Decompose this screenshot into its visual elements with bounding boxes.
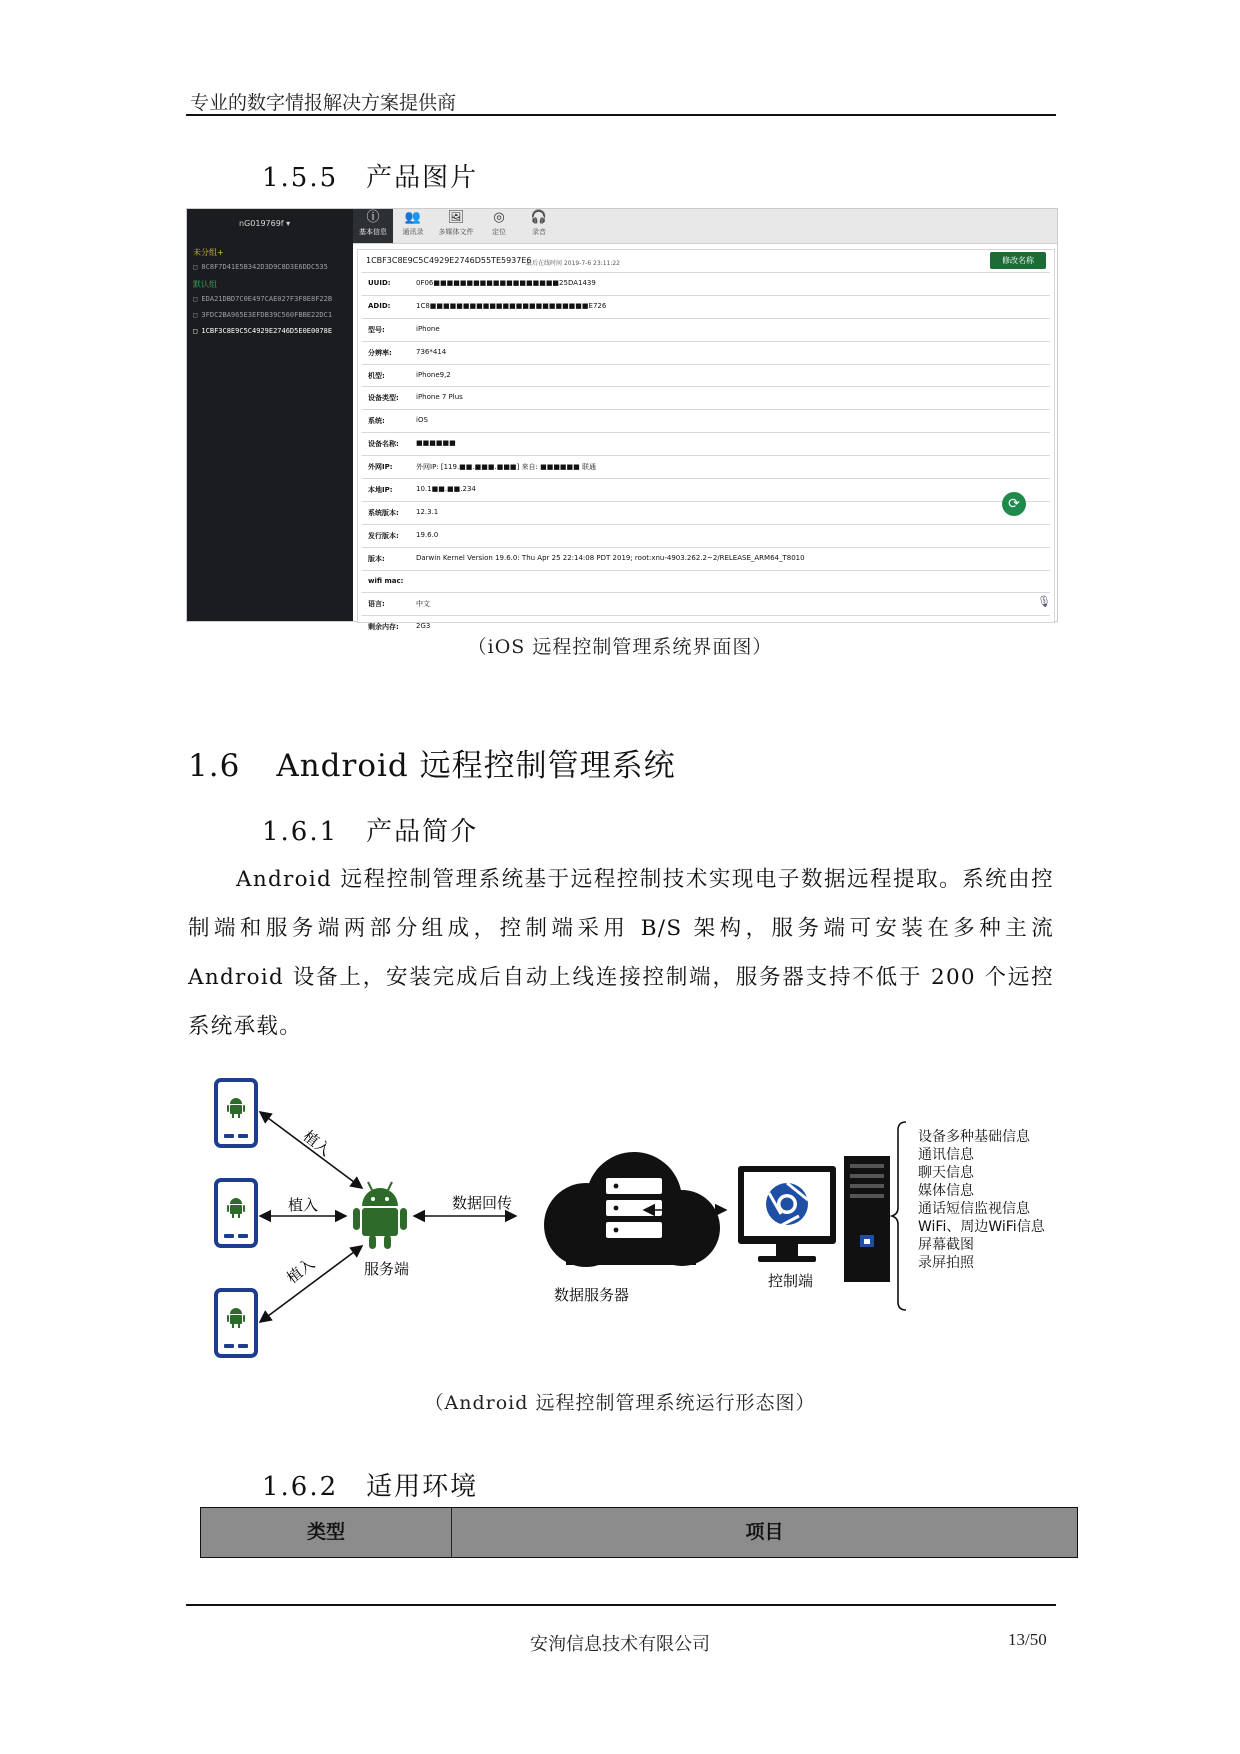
last-online-time: 最后在线时间 2019-7-6 23:11:22	[526, 260, 620, 267]
headphones-icon: 🎧	[530, 210, 548, 225]
data-return-label: 数据回传	[452, 1194, 513, 1212]
monitor-icon	[738, 1166, 836, 1262]
info-key: 型号:	[368, 325, 385, 334]
caption-ios: （iOS 远程控制管理系统界面图）	[467, 636, 773, 658]
group-default[interactable]: 默认组	[193, 280, 217, 289]
info-row	[362, 524, 1050, 547]
tab-basic-info[interactable]	[353, 209, 393, 243]
column-header-type: 类型	[201, 1508, 452, 1557]
data-server-label: 数据服务器	[554, 1286, 630, 1304]
info-row	[362, 501, 1050, 524]
caption-android: （Android 远程控制管理系统运行形态图）	[424, 1392, 816, 1414]
info-item: WiFi、周边WiFi信息	[918, 1219, 1045, 1235]
info-row	[362, 592, 1050, 615]
ios-control-screenshot	[186, 208, 1058, 632]
device-serial: 1CBF3C8E9C5C4929E2746D55TE5937E6	[366, 256, 532, 265]
info-key: 发行版本:	[368, 531, 399, 540]
section-heading-1-5-5	[262, 157, 478, 194]
footer-rule	[186, 1604, 1056, 1606]
info-item: 媒体信息	[918, 1183, 974, 1199]
info-icon: ⓘ	[366, 210, 380, 225]
column-header-item: 项目	[745, 1521, 784, 1543]
info-row	[362, 432, 1050, 455]
chrome-icon	[766, 1183, 808, 1225]
collected-info-list	[918, 1128, 1045, 1272]
device-info-panel	[357, 249, 1055, 632]
info-key: 设备类型:	[368, 394, 399, 403]
info-value: 19.6.0	[416, 530, 439, 539]
section-number: 1.6.2	[262, 1472, 339, 1502]
info-item: 聊天信息	[918, 1165, 974, 1181]
info-row	[362, 341, 1050, 364]
rename-button[interactable]: 修改名称	[990, 252, 1046, 269]
device-list-item-selected[interactable]: □ 1CBF3C8E9C5C4929E2746D5E0E0078E	[193, 327, 333, 335]
refresh-icon[interactable]: ⟳	[1002, 492, 1026, 516]
info-row	[362, 570, 1050, 593]
info-value: 12.3.1	[416, 507, 439, 516]
info-value: Darwin Kernel Version 19.6.0: Thu Apr 25 22:14:08 PDT 2019; root:xnu-4903.262.2~2/RELEASE_ARM64_T8010	[416, 553, 805, 562]
info-item: 设备多种基础信息	[918, 1129, 1030, 1145]
tab-label: 录音	[532, 228, 546, 236]
info-value: 中文	[416, 600, 430, 609]
tab-label: 通讯录	[402, 228, 424, 236]
info-item: 通讯信息	[918, 1147, 974, 1163]
page-number: 13/50	[1008, 1630, 1047, 1649]
info-value: 1C8■■■■■■■■■■■■■■■■■■■■■■■■E726	[416, 301, 607, 310]
intro-paragraph: Android 远程控制管理系统基于远程控制技术实现电子数据远程提取。系统由控制端和服务端两部分组成，控制端采用 B/S 架构，服务端可安装在多种主流 Android 设备上，安装完成后自动上线连接控制端，服务器支持不低于 200 个远控系统承载。	[188, 867, 1054, 1039]
info-key: 外网IP:	[368, 463, 393, 472]
info-value: iPhone9,2	[416, 370, 451, 379]
device-list-item[interactable]: □ 3FDC2BA965E3EFDB39C560FBBE22DC1	[193, 311, 333, 319]
image-icon: 🖼	[447, 210, 465, 225]
environment-table-header	[200, 1507, 1078, 1558]
function-tabs	[353, 209, 1057, 244]
info-value: 10.1■■.■■.234	[416, 485, 476, 494]
footer-company: 安洵信息技术有限公司	[530, 1634, 710, 1655]
info-row	[362, 272, 1050, 295]
implant-label: 植入	[288, 1196, 319, 1214]
header-rule	[186, 114, 1056, 116]
section-number: 1.5.5	[262, 163, 339, 193]
phone-icon	[216, 1080, 256, 1146]
pc-tower-icon	[844, 1156, 890, 1282]
info-row	[362, 547, 1050, 570]
android-robot-icon	[353, 1182, 407, 1249]
info-row	[362, 478, 1050, 501]
tab-label: 多媒体文件	[438, 228, 474, 236]
info-key: 分辨率:	[368, 348, 392, 357]
device-sidebar	[187, 209, 353, 621]
contacts-icon: 👥	[404, 210, 422, 225]
section-number: 1.6.1	[262, 817, 339, 847]
section-number: 1.6	[188, 748, 241, 784]
info-value: 2G3	[416, 622, 431, 631]
info-value: 0F06■■■■■■■■■■■■■■■■■■■25DA1439	[416, 279, 596, 287]
tab-label: 定位	[492, 228, 506, 236]
info-row	[362, 318, 1050, 341]
info-key: wifi mac:	[368, 576, 404, 585]
tab-contacts[interactable]	[393, 209, 433, 243]
server-end-label: 服务端	[364, 1260, 410, 1278]
section-title: 产品简介	[366, 817, 479, 847]
info-row	[362, 409, 1050, 432]
info-key: 机型:	[368, 371, 385, 380]
device-list-item[interactable]: □ 8C8F7D41E5B342D3D9C8D3E6DDC535	[193, 263, 328, 271]
info-row	[362, 455, 1050, 478]
tab-label: 基本信息	[359, 228, 387, 236]
section-heading-1-6	[188, 740, 676, 785]
section-heading-1-6-2	[262, 1466, 478, 1503]
info-row	[362, 386, 1050, 409]
info-brace	[892, 1122, 906, 1310]
info-item: 录屏拍照	[918, 1255, 974, 1271]
info-value: iOS	[416, 416, 428, 425]
info-value: ■■■■■■	[416, 439, 456, 448]
microphone-icon[interactable]: 🎙	[1037, 595, 1051, 608]
implant-label: 植入	[283, 1254, 319, 1288]
info-item: 通话短信监视信息	[918, 1201, 1030, 1217]
control-end-label: 控制端	[768, 1272, 814, 1290]
info-key: 系统版本:	[368, 508, 399, 517]
implant-label: 植入	[299, 1126, 335, 1160]
tab-recording[interactable]	[519, 209, 559, 243]
phone-icon	[216, 1290, 256, 1356]
tab-media-files[interactable]	[433, 209, 479, 243]
info-rows	[362, 272, 1050, 638]
info-item: 屏幕截图	[918, 1237, 974, 1253]
tab-location[interactable]	[479, 209, 519, 243]
info-value: 外网IP: [119.■■.■■■.■■■] 来自: ■■■■■■ 联通	[416, 463, 596, 472]
device-selector[interactable]: nG019769f ▾	[239, 219, 291, 228]
info-key: 版本:	[368, 554, 385, 563]
info-value: iPhone 7 Plus	[416, 393, 463, 402]
info-row	[362, 295, 1050, 318]
phone-icon	[216, 1180, 256, 1246]
info-row	[362, 364, 1050, 387]
section-title: 适用环境	[366, 1472, 479, 1502]
group-ungrouped[interactable]: 未分组+	[193, 248, 224, 257]
info-key: 剩余内存:	[368, 623, 399, 632]
location-icon: ◎	[493, 210, 505, 225]
info-key: 语言:	[368, 600, 385, 609]
device-list-item[interactable]: □ EDA21DBD7C0E497CAE027F3F8E8F22B	[193, 295, 333, 303]
section-title: 产品图片	[366, 163, 479, 193]
info-key: 系统:	[368, 417, 385, 426]
info-value: iPhone	[416, 324, 440, 333]
info-key: UUID:	[368, 279, 391, 287]
info-value: 736*414	[416, 347, 447, 356]
info-key: 本地IP:	[368, 486, 393, 495]
section-heading-1-6-1	[262, 811, 478, 848]
section-title: Android 远程控制管理系统	[276, 748, 676, 784]
info-key: ADID:	[368, 301, 391, 310]
info-key: 设备名称:	[368, 440, 399, 449]
implant-arrow-bottom	[260, 1246, 362, 1322]
running-header: 专业的数字情报解决方案提供商	[190, 92, 457, 114]
